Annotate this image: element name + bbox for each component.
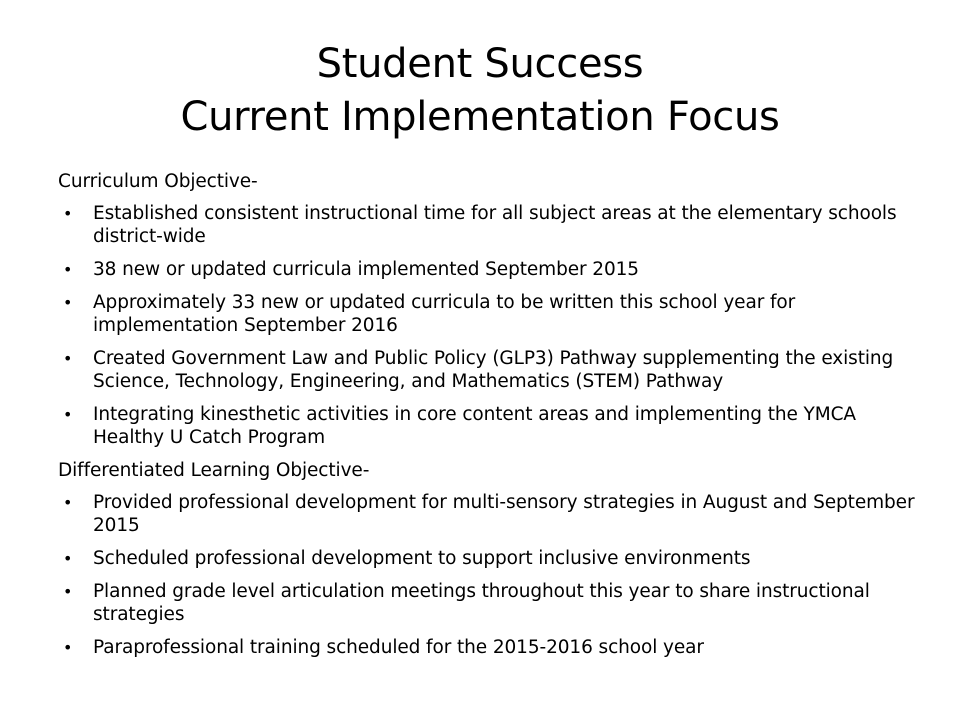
- section-heading-curriculum: Curriculum Objective-: [58, 171, 258, 192]
- slide-title: [60, 38, 900, 144]
- bullet-icon: •: [63, 293, 73, 312]
- bullet-icon: •: [63, 582, 73, 601]
- bullet-item: [58, 258, 918, 281]
- slide-content: [58, 170, 918, 669]
- bullet-text: Integrating kinesthetic activities in core content areas and implementing the YMCA Healthy U Catch Program: [93, 404, 856, 448]
- bullet-text: Planned grade level articulation meetings throughout this year to share instructional strategies: [93, 581, 870, 625]
- bullet-icon: •: [63, 493, 73, 512]
- bullet-item: [58, 491, 918, 537]
- bullet-icon: •: [63, 204, 73, 223]
- bullet-text: Paraprofessional training scheduled for the 2015-2016 school year: [93, 637, 704, 658]
- bullet-item: [58, 291, 918, 337]
- bullet-text: Approximately 33 new or updated curricula to be written this school year for implementation September 2016: [93, 292, 796, 336]
- section-heading-differentiated: Differentiated Learning Objective-: [58, 460, 370, 481]
- bullet-icon: •: [63, 549, 73, 568]
- bullet-text: 38 new or updated curricula implemented September 2015: [93, 259, 639, 280]
- bullet-icon: •: [63, 638, 73, 657]
- bullet-list-differentiated: [58, 491, 918, 659]
- bullet-icon: •: [63, 349, 73, 368]
- bullet-item: [58, 347, 918, 393]
- bullet-text: Scheduled professional development to support inclusive environments: [93, 548, 751, 569]
- bullet-item: [58, 580, 918, 626]
- bullet-text: Provided professional development for multi-sensory strategies in August and September 2015: [93, 492, 915, 536]
- bullet-icon: •: [63, 405, 73, 424]
- bullet-item: [58, 636, 918, 659]
- bullet-list-curriculum: [58, 202, 918, 449]
- bullet-icon: •: [63, 260, 73, 279]
- title-line-1: Student Success: [316, 41, 644, 87]
- bullet-item: [58, 202, 918, 248]
- bullet-item: [58, 403, 918, 449]
- bullet-text: Established consistent instructional time for all subject areas at the elementary schools district-wide: [93, 203, 897, 247]
- bullet-item: [58, 547, 918, 570]
- title-line-2: Current Implementation Focus: [180, 94, 780, 140]
- bullet-text: Created Government Law and Public Policy (GLP3) Pathway supplementing the existing Science, Technology, Engineering, and Mathematics (STEM) Pathway: [93, 348, 894, 392]
